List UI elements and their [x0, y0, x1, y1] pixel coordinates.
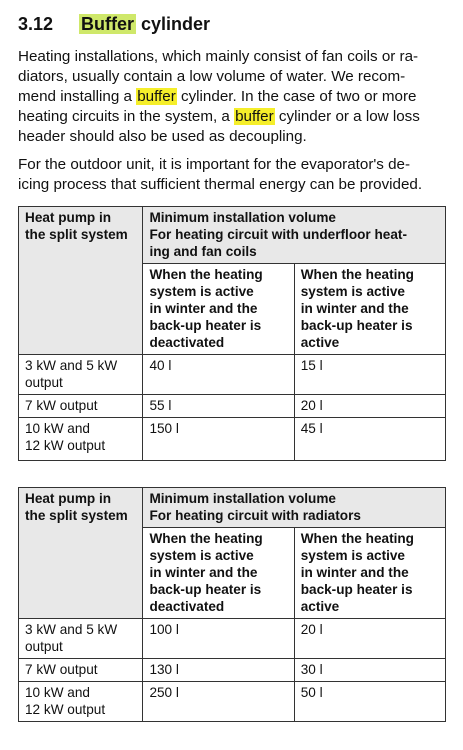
- table-row: [19, 659, 446, 682]
- text-run: cylinder. In the case of two or more: [176, 88, 417, 105]
- cell-line: output: [25, 375, 63, 390]
- volume-active-cell: 15 l: [294, 355, 445, 395]
- volume-deactivated-cell: 250 l: [143, 682, 294, 722]
- paragraph-line: diators, usually contain a low volume of water. We recom-: [18, 68, 406, 85]
- header-line: For heating circuit with underfloor heat-: [149, 227, 407, 242]
- text-run: mend installing a: [18, 88, 137, 105]
- intro-paragraph: [18, 47, 448, 147]
- header-line: the split system: [25, 227, 128, 242]
- volume-active-cell: 50 l: [294, 682, 445, 722]
- volume-active-cell: 45 l: [294, 418, 445, 461]
- header-line: When the heating: [300, 267, 414, 282]
- header-line: deactivated: [149, 335, 225, 350]
- volume-deactivated-cell: 130 l: [143, 659, 294, 682]
- heat-pump-column-header: [19, 488, 143, 619]
- header-line: back-up heater is: [300, 582, 413, 597]
- document-page: [18, 0, 448, 717]
- section-heading: [18, 0, 448, 39]
- paragraph-line: Heating installations, which mainly consist of fan coils or ra-: [18, 48, 419, 65]
- header-line: When the heating: [149, 267, 263, 282]
- header-line: active: [300, 335, 340, 350]
- text-run: cylinder or a low loss: [274, 108, 420, 125]
- heater-deactivated-header: [143, 264, 294, 355]
- cell-line: 3 kW and 5 kW: [25, 358, 118, 373]
- header-line: system is active: [300, 548, 405, 563]
- table-row: [19, 682, 446, 722]
- outdoor-unit-paragraph: [18, 155, 448, 195]
- header-line: When the heating: [300, 531, 414, 546]
- paragraph-line: [18, 107, 448, 127]
- header-line: Minimum installation volume: [149, 491, 336, 506]
- text-run: heating circuits in the system, a: [18, 108, 235, 125]
- header-line: back-up heater is: [149, 318, 262, 333]
- section-title-highlight: Buffer: [81, 14, 134, 34]
- cell-line: 12 kW output: [25, 438, 106, 453]
- header-line: in winter and the: [300, 565, 409, 580]
- header-line: Heat pump in: [25, 491, 112, 506]
- header-line: system is active: [149, 284, 254, 299]
- underfloor-volume-table: [18, 206, 446, 461]
- header-line: in winter and the: [300, 301, 409, 316]
- volume-deactivated-cell: 40 l: [143, 355, 294, 395]
- section-title-rest: cylinder: [136, 14, 211, 34]
- heater-active-header: [294, 264, 445, 355]
- buffer-highlight: buffer: [137, 88, 176, 105]
- heater-active-header: [294, 528, 445, 619]
- radiator-volume-table: [18, 487, 446, 722]
- header-line: deactivated: [149, 599, 225, 614]
- buffer-highlight: buffer: [235, 108, 274, 125]
- header-line: For heating circuit with radiators: [149, 508, 361, 523]
- output-label-cell: [19, 355, 143, 395]
- volume-active-cell: 20 l: [294, 619, 445, 659]
- volume-deactivated-cell: 55 l: [143, 395, 294, 418]
- volume-active-cell: 30 l: [294, 659, 445, 682]
- header-line: When the heating: [149, 531, 263, 546]
- header-line: the split system: [25, 508, 128, 523]
- output-label-cell: [19, 619, 143, 659]
- cell-line: output: [25, 639, 63, 654]
- header-line: in winter and the: [149, 565, 258, 580]
- header-line: ing and fan coils: [149, 244, 257, 259]
- heater-deactivated-header: [143, 528, 294, 619]
- volume-deactivated-cell: 150 l: [143, 418, 294, 461]
- min-volume-group-header: [143, 207, 446, 264]
- cell-line: 10 kW and: [25, 421, 90, 436]
- table-row: [19, 619, 446, 659]
- header-line: Minimum installation volume: [149, 210, 336, 225]
- paragraph-line: [18, 87, 448, 107]
- cell-line: 3 kW and 5 kW: [25, 622, 118, 637]
- table-row: [19, 395, 446, 418]
- section-number: 3.12: [18, 14, 54, 34]
- output-label-cell: 7 kW output: [19, 395, 143, 418]
- volume-active-cell: 20 l: [294, 395, 445, 418]
- volume-deactivated-cell: 100 l: [143, 619, 294, 659]
- output-label-cell: [19, 418, 143, 461]
- paragraph-line: header should also be used as decoupling.: [18, 128, 307, 145]
- output-label-cell: [19, 682, 143, 722]
- table-row: [19, 355, 446, 395]
- table-row: [19, 418, 446, 461]
- header-line: back-up heater is: [300, 318, 413, 333]
- cell-line: 10 kW and: [25, 685, 90, 700]
- header-line: active: [300, 599, 340, 614]
- header-line: system is active: [300, 284, 405, 299]
- paragraph-line: icing process that sufficient thermal energy can be provided.: [18, 176, 423, 193]
- output-label-cell: 7 kW output: [19, 659, 143, 682]
- header-line: in winter and the: [149, 301, 258, 316]
- cell-line: 12 kW output: [25, 702, 106, 717]
- min-volume-group-header: [143, 488, 446, 528]
- header-line: back-up heater is: [149, 582, 262, 597]
- header-line: Heat pump in: [25, 210, 112, 225]
- heat-pump-column-header: [19, 207, 143, 355]
- paragraph-line: For the outdoor unit, it is important for the evaporator's de-: [18, 156, 411, 173]
- header-line: system is active: [149, 548, 254, 563]
